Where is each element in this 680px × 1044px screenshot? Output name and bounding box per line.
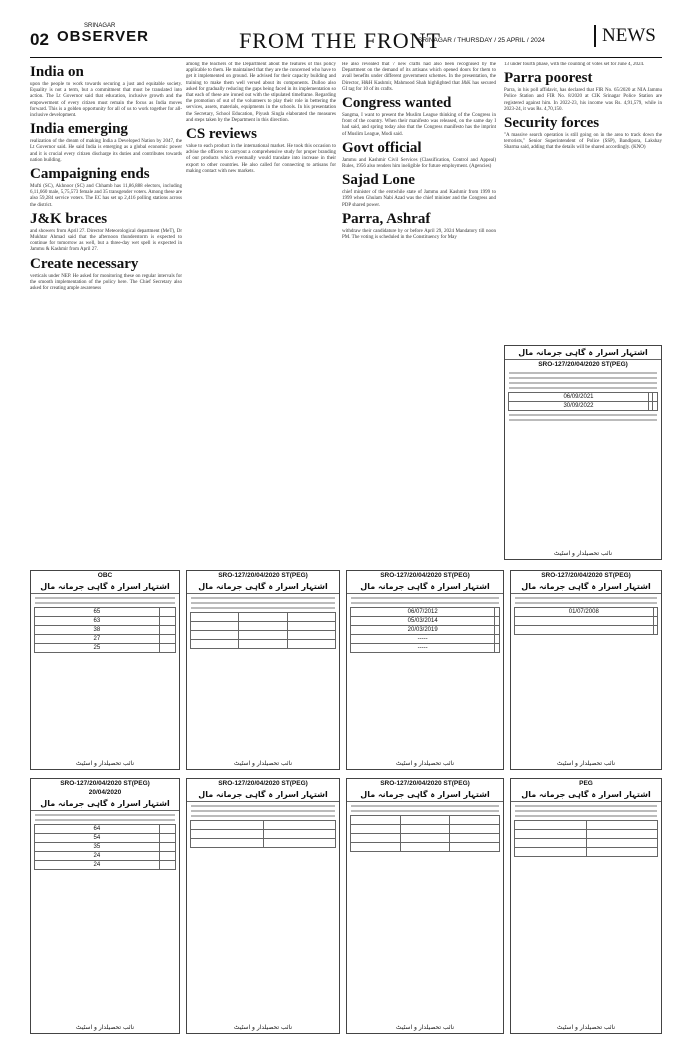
article-body: value to each product in the international market. He took this occasion to advise the officers to carryout a comprehensive study for proper branding of our products which eventually would translate into increase in their export to other countries. He also called for connecting to artisans for making contact with new markets.: [186, 144, 336, 174]
table-cell: 30/09/2022: [509, 402, 649, 411]
article-body: withdraw their candidature by or before April 29, 2024 Mandatory till noon PM. The voting is scheduled in the Constituency for May: [342, 228, 496, 241]
notice-ref: SRO-127/20/04/2020 ST(PEG): [541, 572, 631, 579]
notice-table: [350, 607, 500, 653]
notice-signature: نائب تحصیلدار و اسٹیٹ: [75, 760, 135, 767]
notice-table: [190, 612, 336, 649]
table-cell: 27: [34, 635, 159, 644]
article-body: and showers from April 27. Director Meteorological department (MeT), Dr Mukhtar Ahmad said that the afternoon thunderstorm is expected to continue for tomorrow as well, but a three-day wet spell is expected in Jammu & Kashmir from April 27.: [30, 228, 182, 253]
notice-ref-short: PEG: [579, 780, 593, 787]
table-cell: 38: [34, 626, 159, 635]
notice-obc: OBC: [97, 572, 113, 579]
urdu-notice-right: [504, 345, 662, 560]
headline: Campaigning ends: [30, 166, 150, 183]
headline: Create necessary: [30, 255, 139, 272]
notice-table: [190, 820, 336, 848]
notice-signature: نائب تحصیلدار و اسٹیٹ: [75, 1024, 135, 1031]
notice-title: اشتہار اسرار ہ گاہی جرمانہ مال: [187, 788, 339, 802]
table-cell: 35: [34, 843, 159, 852]
table-cell: -----: [351, 635, 495, 644]
column-1: [30, 62, 182, 567]
table-cell: 20/03/2019: [351, 626, 495, 635]
notice-ref: SRO-127/20/04/2020 ST(PEG): [60, 780, 150, 787]
table-cell: 05/03/2014: [351, 617, 495, 626]
article-body: Jammu and Kashmir Civil Services (Classification, Control and Appeal) Rules, 1956 also renders him ineligible for future employment. (Agencies): [342, 157, 496, 170]
notice-title: اشتہار اسرار ہ گاہی جرمانہ مال: [347, 788, 503, 802]
notice-title: اشتہار اسرار ہ گاہی جرمانہ مال: [31, 580, 179, 594]
notice-signature: نائب تحصیلدار و اسٹیٹ: [556, 1024, 616, 1031]
notice-table: [514, 820, 658, 857]
paper-name: OBSERVER: [57, 28, 149, 45]
news-label: NEWS: [594, 25, 656, 47]
column-4: [504, 62, 662, 342]
headline: Govt official: [342, 139, 422, 156]
table-cell: 06/07/2012: [351, 608, 495, 617]
notice-title: اشتہار اسرار ہ گاہی جرمانہ مال: [505, 346, 661, 360]
notice-table: [514, 607, 658, 635]
notice-ref: SRO-127/20/04/2020 ST(PEG): [380, 572, 470, 579]
section-title: FROM THE FRONT: [239, 28, 441, 53]
notice-signature: نائب تحصیلدار و اسٹیٹ: [395, 1024, 455, 1031]
urdu-notice: [186, 570, 340, 770]
classified-notices: [30, 570, 662, 1040]
table-cell: 64: [34, 825, 159, 834]
urdu-notice: [30, 570, 180, 770]
headline: Congress wanted: [342, 95, 452, 112]
article-body: Parra, in his poll affidavit, has declared that FIR No. 65/2020 at NIA Jammu Police Station and FIR No. 8/2020 at CIK Srinagar Police Station are registered against him. In 2022-23, his income was Rs. 4,91,579, while in 2023-24, it was Rs. 4,70,150.: [504, 88, 662, 112]
article-body: among the teachers of the Department about the features of this policy applicable to them. He maintained that they are the concerned who have to get it implemented on ground. He advised for their capacity building and training to make them well versed about its components. Dulloo also asked for gradually reducing the gaps being faced in its implementation so that each of these are ironed out with the stipulated timeframe. Regarding the promotion of out of the volunteers to play their role in bettering the services, assets, materials, equipments in the schools. In his presentation the Secretary, School Education, Piyush Singla elaborated the measures and steps taken by the Department in this direction.: [186, 62, 336, 123]
urdu-notice: [346, 778, 504, 1034]
article-body: He also revealed that 7 new crafts had also been recognised by the Department on the demand of its artisans which opened doors for them to avail benefits under different government schemes. In the presentation, the Director, H&H Kashmir, Mahmood Shah highlighted that J&K has secured GI tag for 10 of its crafts.: [342, 62, 496, 92]
table-cell: 65: [34, 608, 159, 617]
article-body: Sangma, I want to present the Muslim League thinking of the Congress in front of the country. When their manifesto was released, on the same day I had said, and spring today also that the Congress manifesto has the imprint of Muslim League, Modi said.: [342, 113, 496, 137]
notice-ref: SRO-127/20/04/2020 ST(PEG): [218, 572, 308, 579]
table-cell: -----: [351, 644, 495, 653]
article-body: upon the people to work towards securing a just and equitable society. Equality is not a term, but a commitment that must be translated into action. The Lt Governor said that education, inclusive growth and the empowerment of every citizen must remain the focus as India moves forward. This is a golden opportunity for all of us to work together for all-inclusive development.: [30, 82, 182, 119]
table-cell: 25: [34, 644, 159, 653]
notice-title: اشتہار اسرار ہ گاہی جرمانہ مال: [511, 580, 661, 594]
notice-ref: SRO-127/20/04/2020 ST(PEG): [538, 361, 628, 368]
notice-table: [350, 815, 500, 852]
notice-signature: نائب تحصیلدار و اسٹیٹ: [233, 760, 293, 767]
urdu-notice: [186, 778, 340, 1034]
headline: Security forces: [504, 115, 600, 132]
urdu-notice: [510, 778, 662, 1034]
urdu-notice: [30, 778, 180, 1034]
article-body: "A massive search operation is still going on in the area to track down the terrorists," Senior Superintendent of Police (SSP), Bandipora, Lakshay Sharma said, adding that the details will be shared accordingly. (KNO): [504, 133, 662, 151]
table-cell: 63: [34, 617, 159, 626]
notice-ref: SRO-127/20/04/2020 ST(PEG): [218, 780, 308, 787]
notice-date: 20/04/2020: [88, 789, 122, 796]
urdu-notice: [346, 570, 504, 770]
table-cell: 24: [34, 852, 159, 861]
table-cell: 01/07/2008: [515, 608, 654, 617]
article-body: Mufti (SC), Akhnoor (SC) and Chhamb has 11,86,888 electors, including 6,11,660 male, 5,75,573 female and 35 transgender voters. Among these are also 59,284 service voters. The EC has set up 2,416 polling stations across the district.: [30, 184, 182, 208]
notice-signature: نائب تحصیلدار و اسٹیٹ: [553, 550, 613, 557]
notice-table: [34, 824, 176, 870]
notice-table: [34, 607, 176, 653]
headline: Parra, Ashraf: [342, 210, 431, 227]
notice-title: اشتہار اسرار ہ گاہی جرمانہ مال: [347, 580, 503, 594]
notice-signature: نائب تحصیلدار و اسٹیٹ: [556, 760, 616, 767]
notice-title: اشتہار اسرار ہ گاہی جرمانہ مال: [31, 797, 179, 811]
table-cell: 24: [34, 861, 159, 870]
headline: India on: [30, 64, 84, 80]
article-body: verticals under NEP. He asked for monitoring these on regular intervals for the smooth implementation of the policy here. The Chief Secretary also asked for creating ample awareness: [30, 273, 182, 292]
dateline: SRINAGAR / THURSDAY / 25 APRIL / 2024: [418, 37, 545, 44]
article-body: chief minister of the erstwhile state of Jammu and Kashmir from 1999 to 1999 when Ghulam Nabi Azad was the chief minister and the Congress and PDP shared power.: [342, 190, 496, 208]
headline: India emerging: [30, 121, 128, 138]
notice-title: اشتہار اسرار ہ گاہی جرمانہ مال: [187, 580, 339, 594]
table-cell: 06/09/2021: [509, 393, 649, 402]
headline: Sajad Lone: [342, 172, 415, 189]
notice-title: اشتہار اسرار ہ گاہی جرمانہ مال: [511, 788, 661, 802]
header-rule: [30, 57, 662, 58]
notice-ref: SRO-127/20/04/2020 ST(PEG): [380, 780, 470, 787]
headline: CS reviews: [186, 126, 257, 143]
headline: J&K braces: [30, 210, 108, 227]
headline: Parra poorest: [504, 70, 593, 87]
table-cell: 54: [34, 834, 159, 843]
page-number: 02: [30, 30, 49, 49]
masthead: [0, 0, 680, 58]
paper-city: SRINAGAR: [84, 23, 116, 29]
notice-signature: نائب تحصیلدار و اسٹیٹ: [395, 760, 455, 767]
article-body: realization of the dream of making India a Developed Nation by 2047, the Lt Governor said. He said India is emerging as a global economic power and it is crucial every citizen discharge its duties and contributes towards nation building.: [30, 139, 182, 163]
column-2: [186, 62, 336, 567]
notice-signature: نائب تحصیلدار و اسٹیٹ: [233, 1024, 293, 1031]
article-body: 13 under fourth phase, with the counting of votes set for June 4, 2024.: [504, 62, 645, 67]
urdu-notice: [510, 570, 662, 770]
column-3: [342, 62, 496, 567]
notice-table: [508, 392, 658, 411]
